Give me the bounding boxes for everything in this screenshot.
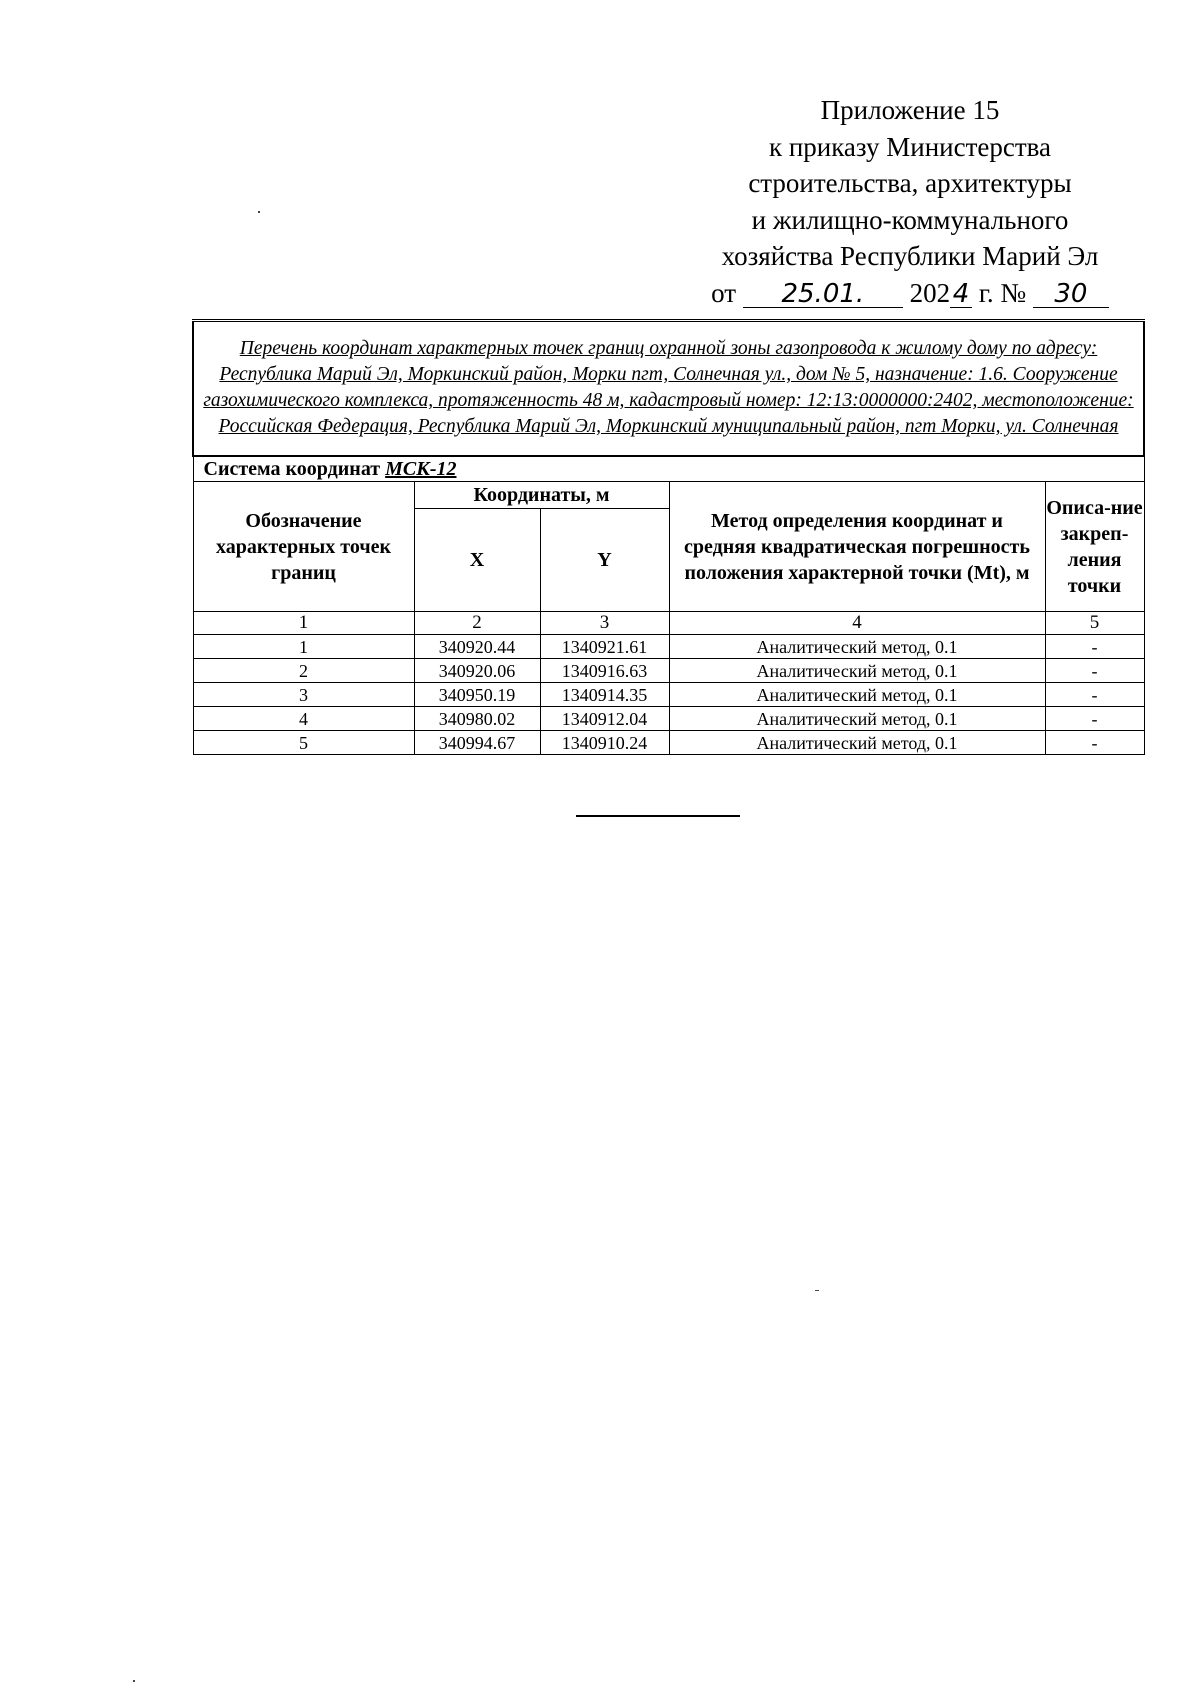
cell-y: 1340912.04	[540, 707, 669, 731]
cell-method: Аналитический метод, 0.1	[669, 635, 1045, 659]
handwritten-year-digit: 4	[950, 281, 972, 308]
cell-point: 1	[193, 635, 414, 659]
table-title: Перечень координат характерных точек границ охранной зоны газопровода к жилому дому по адресу: Республика Марий Эл, Моркинский район, Морки пгт, Солнечная ул., дом № 5, назначение: 1.6. Сооружение газохимического комплекса, протяженность 48 м, кадастровый номер: 12:13:0000000:2402, местоположение: Российская Федерация, Республика Марий Эл, Моркинский муниципальный район, пгт Морки, ул. Солнечная	[193, 321, 1144, 457]
cell-x: 340980.02	[414, 707, 540, 731]
column-number: 1	[193, 612, 414, 635]
year-printed: 202	[909, 277, 951, 308]
appendix-line-5: хозяйства Республики Марий Эл	[721, 241, 1099, 271]
table-row	[193, 683, 1144, 707]
column-number: 4	[669, 612, 1045, 635]
scan-speck	[133, 1680, 135, 1682]
cell-method: Аналитический метод, 0.1	[669, 659, 1045, 683]
header-coordinates: Координаты, м	[414, 482, 669, 509]
cell-point: 4	[193, 707, 414, 731]
cell-method: Аналитический метод, 0.1	[669, 731, 1045, 755]
handwritten-date: 25.01.	[743, 281, 903, 308]
cell-description: -	[1045, 731, 1144, 755]
header-x: X	[414, 509, 540, 612]
table-row	[193, 707, 1144, 731]
cell-y: 1340910.24	[540, 731, 669, 755]
cell-method: Аналитический метод, 0.1	[669, 707, 1045, 731]
cell-x: 340920.06	[414, 659, 540, 683]
cell-y: 1340921.61	[540, 635, 669, 659]
cell-x: 340950.19	[414, 683, 540, 707]
appendix-line-3: строительства, архитектуры	[748, 168, 1072, 198]
appendix-date-line	[690, 275, 1130, 312]
cell-y: 1340914.35	[540, 683, 669, 707]
table-row	[193, 635, 1144, 659]
coordinate-system-value: МСК-12	[385, 458, 457, 480]
handwritten-order-number: 30	[1033, 281, 1109, 308]
cell-method: Аналитический метод, 0.1	[669, 683, 1045, 707]
cell-description: -	[1045, 707, 1144, 731]
column-number: 3	[540, 612, 669, 635]
date-prefix: от	[711, 277, 737, 308]
table-row	[193, 659, 1144, 683]
appendix-line-1: Приложение 15	[820, 95, 1000, 125]
cell-point: 5	[193, 731, 414, 755]
column-number: 2	[414, 612, 540, 635]
appendix-line-4: и жилищно-коммунального	[751, 204, 1069, 235]
end-of-document-rule	[576, 815, 740, 817]
header-y: Y	[540, 509, 669, 612]
header-point: Обозначение характерных точек границ	[193, 482, 414, 612]
coordinates-table	[192, 319, 1145, 755]
number-label: г. №	[978, 277, 1027, 308]
coordinate-system	[193, 456, 1144, 482]
appendix-reference	[690, 92, 1130, 311]
coordinate-system-label: Система координат	[203, 458, 381, 480]
cell-x: 340994.67	[414, 731, 540, 755]
header-description: Описа-ние закреп-ления точки	[1045, 482, 1144, 612]
cell-y: 1340916.63	[540, 659, 669, 683]
cell-description: -	[1045, 635, 1144, 659]
appendix-line-2: к приказу Министерства	[768, 131, 1052, 162]
column-number: 5	[1045, 612, 1144, 635]
scan-speck	[815, 1290, 819, 1291]
cell-x: 340920.44	[414, 635, 540, 659]
cell-description: -	[1045, 659, 1144, 683]
cell-point: 2	[193, 659, 414, 683]
cell-point: 3	[193, 683, 414, 707]
cell-description: -	[1045, 683, 1144, 707]
column-number-row	[193, 612, 1144, 635]
scan-speck	[258, 211, 260, 213]
header-method: Метод определения координат и средняя квадратическая погрешность положения характерной точки (Mt), м	[669, 482, 1045, 612]
table-row	[193, 731, 1144, 755]
